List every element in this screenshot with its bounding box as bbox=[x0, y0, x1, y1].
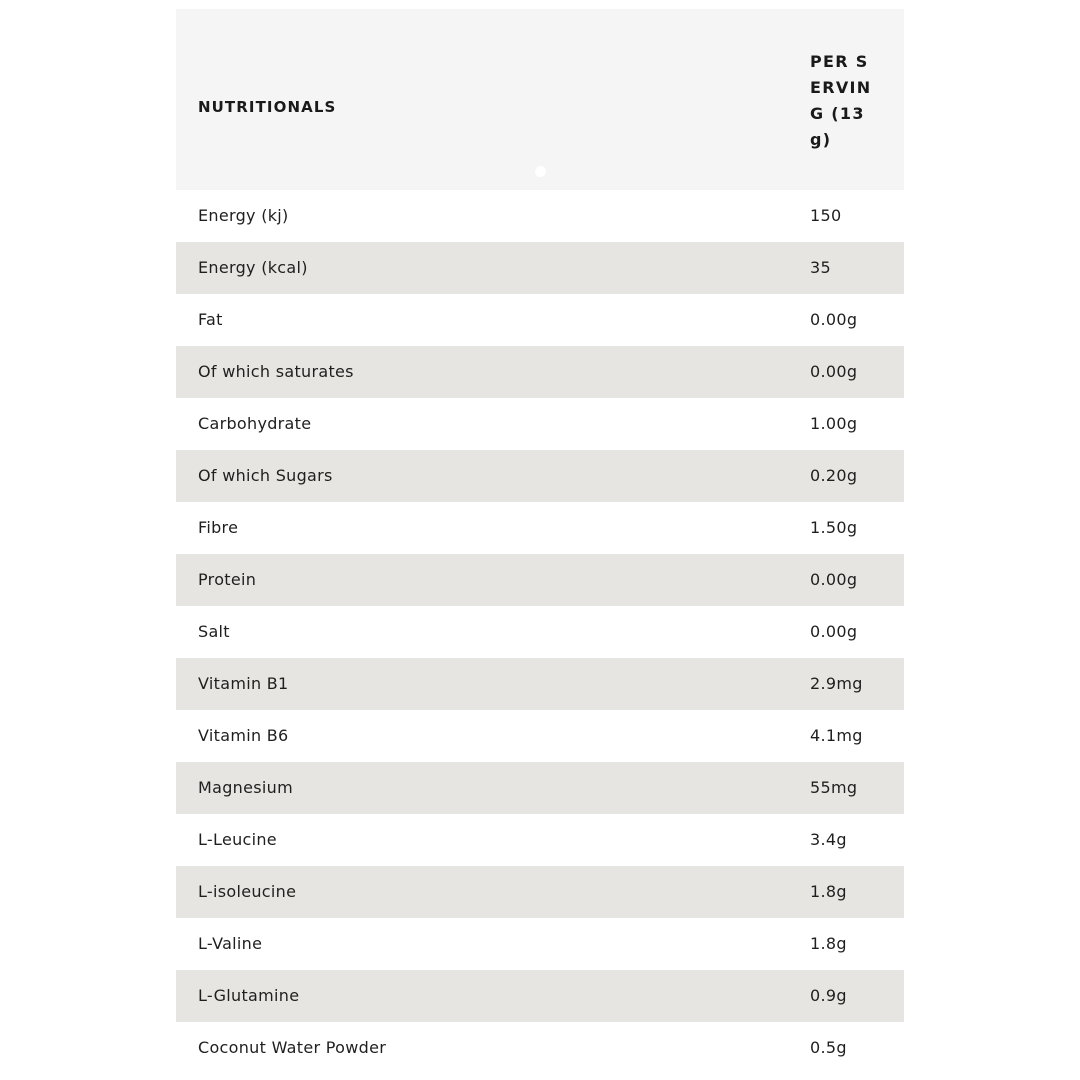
nutrient-value: 2.9mg bbox=[810, 674, 863, 693]
nutrient-value: 4.1mg bbox=[810, 726, 863, 745]
table-row bbox=[176, 190, 904, 242]
nutrient-value: 1.8g bbox=[810, 882, 847, 901]
nutrient-name: Fibre bbox=[198, 518, 239, 537]
nutrient-value: 0.00g bbox=[810, 362, 858, 381]
nutrient-value: 0.20g bbox=[810, 466, 858, 485]
nutrient-value: 0.00g bbox=[810, 310, 858, 329]
nutrient-name: L-isoleucine bbox=[198, 882, 297, 901]
table-row bbox=[176, 710, 904, 762]
nutrient-name: Coconut Water Powder bbox=[198, 1038, 387, 1057]
table-row bbox=[176, 606, 904, 658]
table-row bbox=[176, 450, 904, 502]
table-row bbox=[176, 346, 904, 398]
table-row bbox=[176, 658, 904, 710]
table-header bbox=[176, 9, 904, 190]
table-row bbox=[176, 918, 904, 970]
nutrient-value: 150 bbox=[810, 206, 842, 225]
table-row bbox=[176, 762, 904, 814]
table-row bbox=[176, 294, 904, 346]
table-row bbox=[176, 398, 904, 450]
nutrient-value: 1.8g bbox=[810, 934, 847, 953]
nutrient-name: Vitamin B6 bbox=[198, 726, 289, 745]
nutrient-name: Of which Sugars bbox=[198, 466, 333, 485]
column-header-per-serving: PER SERVING (13g) bbox=[810, 52, 872, 149]
nutrient-value: 35 bbox=[810, 258, 831, 277]
nutrient-value: 1.00g bbox=[810, 414, 858, 433]
nutrient-value: 1.50g bbox=[810, 518, 858, 537]
table-body bbox=[176, 190, 904, 1074]
nutrient-value: 55mg bbox=[810, 778, 858, 797]
nutrient-value: 0.00g bbox=[810, 622, 858, 641]
nutrient-name: L-Glutamine bbox=[198, 986, 300, 1005]
nutrient-value: 0.00g bbox=[810, 570, 858, 589]
table-row bbox=[176, 502, 904, 554]
nutrient-value: 3.4g bbox=[810, 830, 847, 849]
nutrient-name: Salt bbox=[198, 622, 230, 641]
table-row bbox=[176, 1022, 904, 1074]
nutrient-name: Magnesium bbox=[198, 778, 293, 797]
nutrition-table bbox=[176, 9, 904, 1074]
nutrient-name: L-Leucine bbox=[198, 830, 277, 849]
table-row bbox=[176, 554, 904, 606]
table-row bbox=[176, 242, 904, 294]
nutrient-name: Fat bbox=[198, 310, 223, 329]
nutrient-name: Vitamin B1 bbox=[198, 674, 289, 693]
nutrient-name: Protein bbox=[198, 570, 257, 589]
nutrient-name: Carbohydrate bbox=[198, 414, 312, 433]
nutrient-value: 0.5g bbox=[810, 1038, 847, 1057]
table-row bbox=[176, 814, 904, 866]
table-row bbox=[176, 866, 904, 918]
indicator-dot bbox=[535, 166, 546, 177]
nutrient-name: Of which saturates bbox=[198, 362, 354, 381]
table-row bbox=[176, 970, 904, 1022]
nutrient-name: Energy (kj) bbox=[198, 206, 289, 225]
nutrient-name: L-Valine bbox=[198, 934, 263, 953]
nutrient-name: Energy (kcal) bbox=[198, 258, 308, 277]
nutrient-value: 0.9g bbox=[810, 986, 847, 1005]
column-header-nutritionals: NUTRITIONALS bbox=[198, 98, 337, 116]
